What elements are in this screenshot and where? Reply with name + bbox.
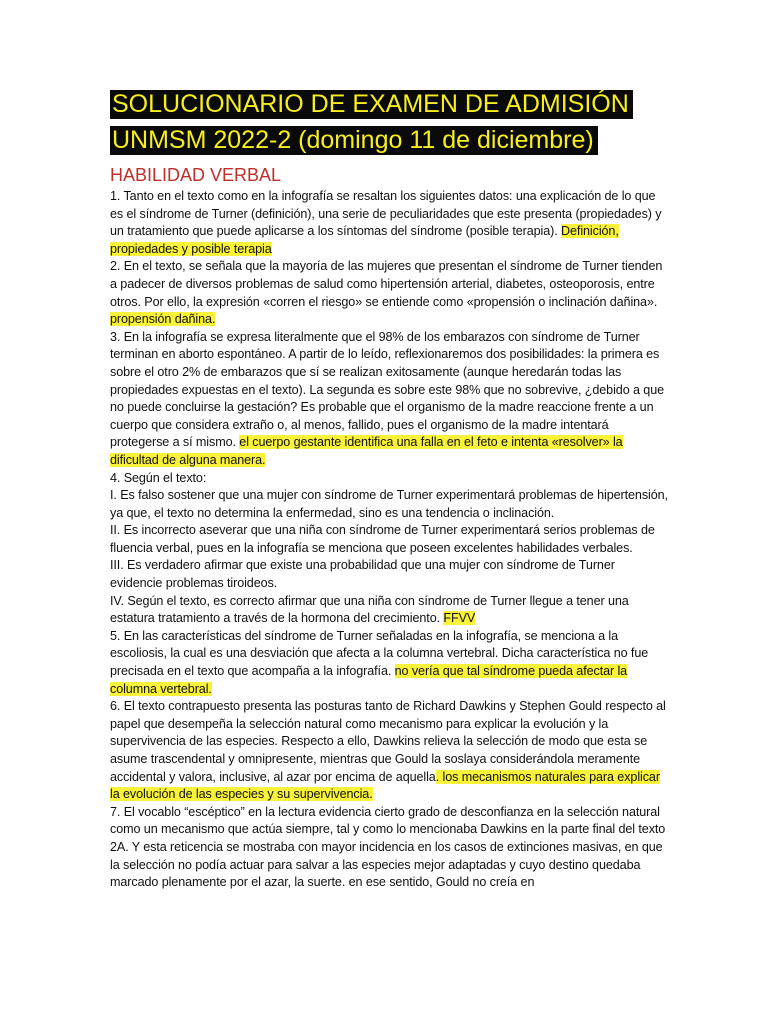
paragraph-text: I. Es falso sostener que una mujer con síndrome de Turner experimentará problemas de hipertensión, ya que, el texto no determina la enfermedad, sino es una tendencia o inclinación. <box>110 488 668 520</box>
paragraph-4-iii <box>110 557 670 592</box>
paragraph-4-ii <box>110 522 670 557</box>
paragraph-3 <box>110 329 670 470</box>
highlighted-answer: FFVV <box>443 611 476 626</box>
paragraph-4 <box>110 470 670 488</box>
paragraph-5 <box>110 628 670 698</box>
highlighted-answer: . los mecanismos naturales para explicar la evolución de las especies y su supervivencia. <box>110 769 660 802</box>
title-line-2: UNMSM 2022-2 (domingo 11 de diciembre) <box>110 126 598 155</box>
paragraph-text: 6. El texto contrapuesto presenta las posturas tanto de Richard Dawkins y Stephen Gould respecto al papel que desempeña la selección natural como mecanismo para explicar la evolución y la supervivencia de las especies. Respecto a ello, Dawkins relieva la selección de modo que esta se asume trascendental y omnipresente, mientras que Gould la soslaya considerándola meramente accidental y valora, inclusive, al azar por encima de aquella <box>110 699 666 784</box>
paragraph-text: 2. En el texto, se señala que la mayoría de las mujeres que presentan el síndrome de Turner tienden a padecer de diversos problemas de salud como hipertensión arterial, diabetes, osteoporosis, entre otros. Por ello, la expresión «corren el riesgo» se entiende como «propensión o inclinación dañina». <box>110 259 663 309</box>
highlighted-answer: no vería que tal síndrome pueda afectar la columna vertebral. <box>110 664 628 696</box>
paragraph-2 <box>110 258 670 328</box>
title-line-1: SOLUCIONARIO DE EXAMEN DE ADMISIÓN <box>110 90 633 119</box>
paragraph-text: 7. El vocablo “escéptico” en la lectura evidencia cierto grado de desconfianza en la selección natural como un mecanismo que actúa siempre, tal y como lo mencionaba Dawkins en la parte final del texto 2A. Y esta reticencia se mostraba con mayor incidencia en los casos de extinciones masivas, en que la selección no podía actuar para salvar a las especies mejor adaptadas y cuyo destino quedaba marcado plenamente por el azar, la suerte. en ese sentido, Gould no creía en <box>110 804 666 890</box>
section-heading: HABILIDAD VERBAL <box>110 165 282 185</box>
highlighted-answer: Definición, propiedades y posible terapia <box>110 224 619 256</box>
paragraph-text: 4. Según el texto: <box>110 470 207 485</box>
paragraph-1 <box>110 188 670 258</box>
paragraph-text: 3. En la infografía se expresa literalmente que el 98% de los embarazos con síndrome de Turner terminan en aborto espontáneo. A partir de lo leído, reflexionaremos dos posibilidades: la primera es sobre el otro 2% de embarazos que sí se realizan exitosamente (aunque heredarán todas las propiedades expuestas en el texto). La segunda es sobre este 98% que no sobrevive, ¿debido a que no puede concluirse la gestación? Es probable que el organismo de la madre reaccione frente a un cuerpo que considera extraño o, al menos, fallido, pues el organismo de la madre intentará protegerse a sí mismo. <box>110 329 665 450</box>
paragraph-text: 1. Tanto en el texto como en la infografía se resaltan los siguientes datos: una explicación de lo que es el síndrome de Turner (definición), una serie de peculiaridades que este presenta (propiedades) y un tratamiento que puede aplicarse a los síntomas del síndrome (posible terapia). <box>110 189 662 239</box>
paragraph-4-iv <box>110 593 670 628</box>
document-body <box>110 188 670 892</box>
paragraph-text: II. Es incorrecto aseverar que una niña con síndrome de Turner experimentará serios problemas de fluencia verbal, pues en la infografía se menciona que poseen excelentes habilidades verbales. <box>110 523 655 555</box>
paragraph-4-i <box>110 487 670 522</box>
paragraph-text: IV. Según el texto, es correcto afirmar que una niña con síndrome de Turner llegue a tener una estatura tratamiento a través de la hormona del crecimiento. <box>110 593 629 626</box>
paragraph-text: III. Es verdadero afirmar que existe una probabilidad que una mujer con síndrome de Turner evidencie problemas tiroideos. <box>110 558 615 591</box>
paragraph-6 <box>110 698 670 804</box>
highlighted-answer: propensión dañina. <box>110 312 216 327</box>
paragraph-text: 5. En las características del síndrome de Turner señaladas en la infografía, se menciona a la escoliosis, la cual es una desviación que afecta a la columna vertebral. Dicha característica no fue precisada en el texto que acompaña a la infografía. <box>110 628 649 679</box>
paragraph-7 <box>110 804 670 892</box>
highlighted-answer: el cuerpo gestante identifica una falla en el feto e intenta «resolver» la dificultad de alguna manera. <box>110 435 623 467</box>
document-title <box>110 86 670 158</box>
